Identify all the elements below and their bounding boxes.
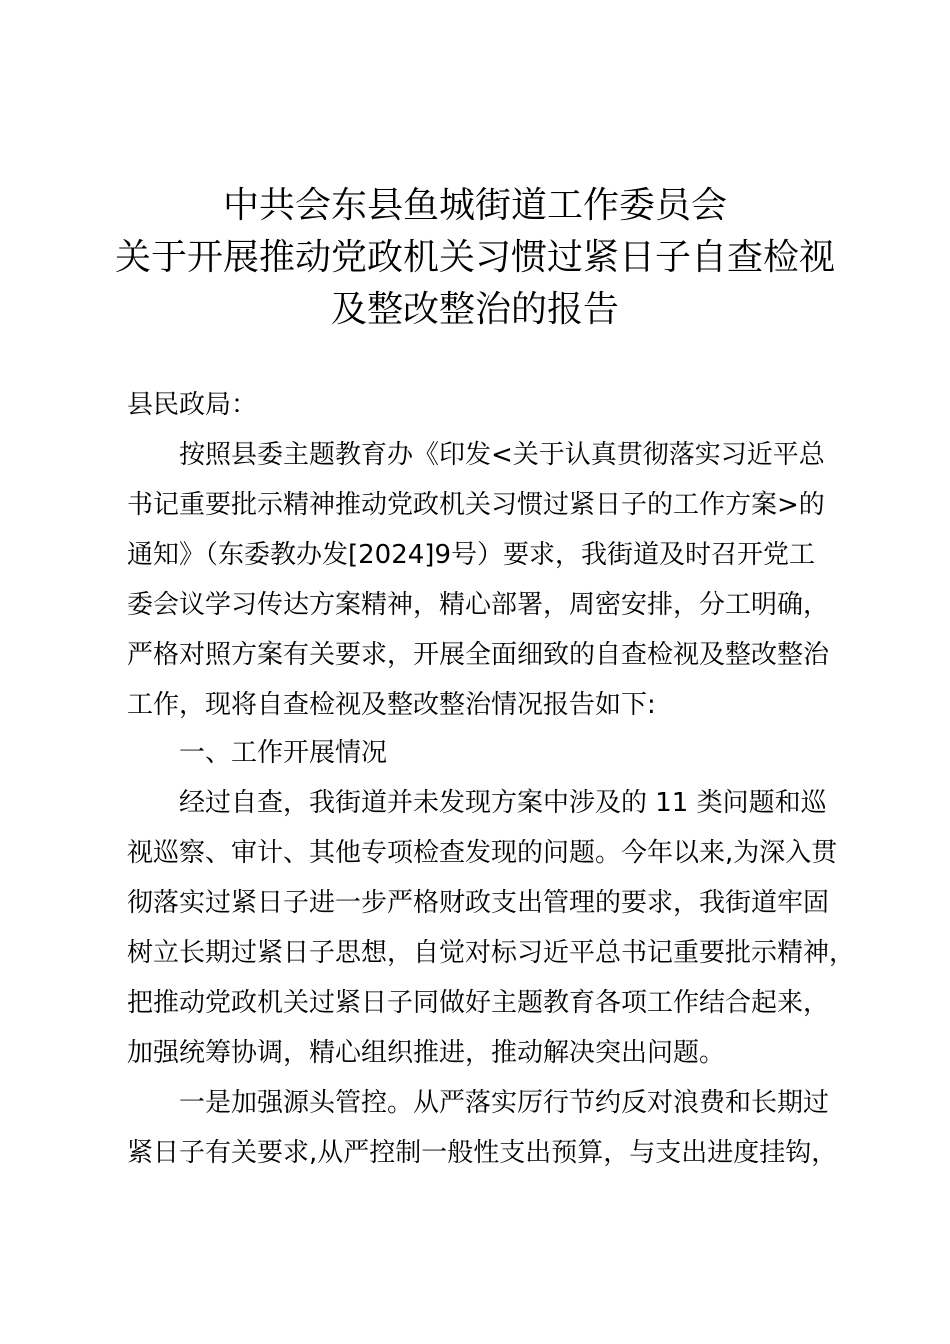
- body-line: 彻落实过紧日子进一步严格财政支出管理的要求，我街道牢固: [127, 888, 830, 918]
- body-line: 经过自查，我街道并未发现方案中涉及的 11 类问题和巡: [179, 788, 827, 818]
- body-line: 委会议学习传达方案精神，精心部署，周密安排，分工明确，: [127, 590, 830, 620]
- title-line-3: 及整改整治的报告: [330, 289, 619, 330]
- body-line: 按照县委主题教育办《印发<关于认真贯彻落实习近平总: [179, 440, 825, 470]
- recipient: 县民政局：: [127, 390, 258, 420]
- section-heading: 一、工作开展情况: [179, 738, 388, 768]
- body-line: 把推动党政机关过紧日子同做好主题教育各项工作结合起来，: [127, 988, 830, 1018]
- title-line-1: 中共会东县鱼城街道工作委员会: [222, 185, 727, 226]
- body-line: 视巡察、审计、其他专项检查发现的问题。今年以来,为深入贯: [127, 838, 838, 868]
- body-line: 树立长期过紧日子思想，自觉对标习近平总书记重要批示精神，: [127, 938, 856, 968]
- body-line: 工作，现将自查检视及整改整治情况报告如下:: [127, 690, 656, 720]
- body-line: 书记重要批示精神推动党政机关习惯过紧日子的工作方案>的: [127, 490, 825, 520]
- title-line-2: 关于开展推动党政机关习惯过紧日子自查检视: [114, 237, 835, 278]
- body-line: 通知》（东委教办发[2024]9号）要求，我街道及时召开党工: [127, 540, 815, 570]
- body-line: 加强统筹协调，精心组织推进，推动解决突出问题。: [127, 1038, 726, 1068]
- body-line: 严格对照方案有关要求，开展全面细致的自查检视及整改整治: [127, 640, 830, 670]
- body-line: 一是加强源头管控。从严落实厉行节约反对浪费和长期过: [179, 1088, 830, 1118]
- body-line: 紧日子有关要求,从严控制一般性支出预算，与支出进度挂钩，: [127, 1138, 838, 1168]
